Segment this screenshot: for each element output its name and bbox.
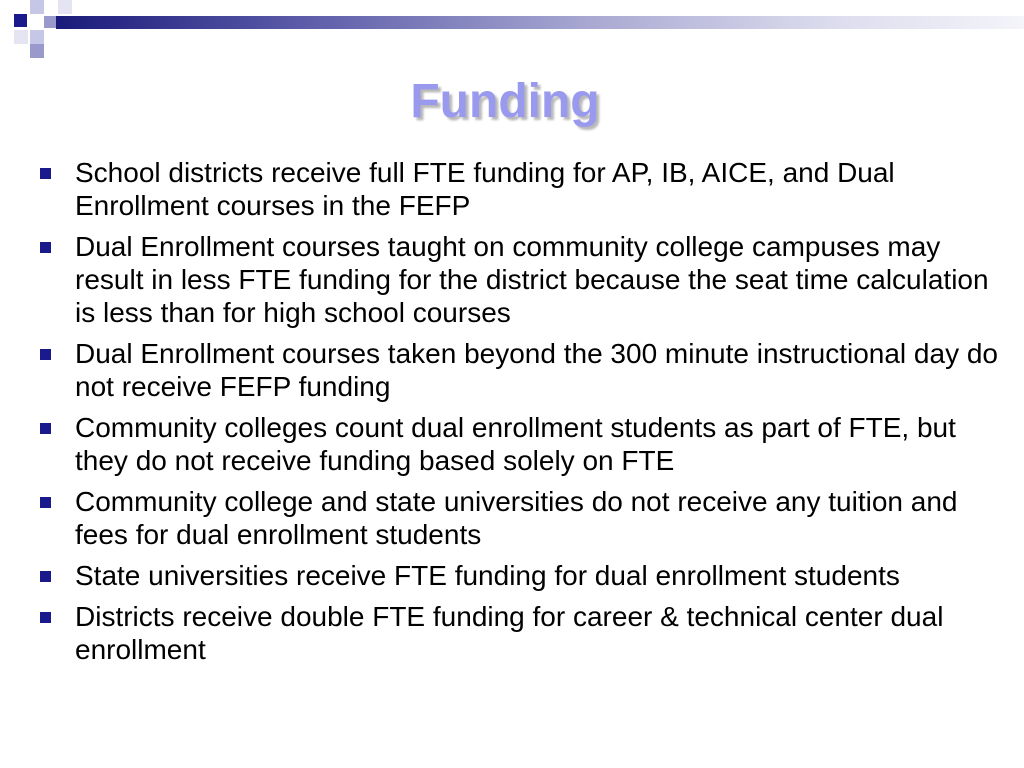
square-bullet-icon bbox=[40, 571, 51, 582]
header-gradient-bar bbox=[56, 16, 1024, 29]
bullet-text: Community colleges count dual enrollment students as part of FTE, but they do not receive funding based solely on FTE bbox=[75, 412, 956, 476]
bullet-item bbox=[38, 600, 998, 666]
square-bullet-icon bbox=[40, 242, 51, 253]
decorative-square bbox=[14, 14, 27, 27]
square-bullet-icon bbox=[40, 497, 51, 508]
decorative-square bbox=[30, 44, 44, 58]
bullet-item bbox=[38, 230, 998, 329]
square-bullet-icon bbox=[40, 423, 51, 434]
decorative-square bbox=[44, 16, 56, 28]
square-bullet-icon bbox=[40, 168, 51, 179]
bullet-text: Community college and state universities do not receive any tuition and fees for dual enrollment students bbox=[75, 486, 958, 550]
bullet-text: Dual Enrollment courses taken beyond the 300 minute instructional day do not receive FEFP funding bbox=[75, 338, 998, 402]
decorative-square bbox=[30, 0, 44, 14]
bullet-text: Districts receive double FTE funding for career & technical center dual enrollment bbox=[75, 601, 944, 665]
bullet-text: School districts receive full FTE funding for AP, IB, AICE, and Dual Enrollment courses in the FEFP bbox=[75, 157, 895, 221]
bullet-item bbox=[38, 337, 998, 403]
slide-title: Funding bbox=[410, 75, 600, 128]
decorative-square bbox=[14, 30, 28, 44]
bullet-text: Dual Enrollment courses taught on community college campuses may result in less FTE funding for the district because the seat time calculation is less than for high school courses bbox=[75, 231, 989, 328]
bullet-item bbox=[38, 411, 998, 477]
bullet-item bbox=[38, 485, 998, 551]
square-bullet-icon bbox=[40, 612, 51, 623]
square-bullet-icon bbox=[40, 349, 51, 360]
decorative-square bbox=[30, 30, 44, 44]
decorative-square bbox=[58, 0, 72, 14]
bullet-text: State universities receive FTE funding for dual enrollment students bbox=[75, 560, 900, 591]
bullet-item bbox=[38, 559, 998, 592]
bullet-list bbox=[38, 156, 998, 674]
bullet-item bbox=[38, 156, 998, 222]
